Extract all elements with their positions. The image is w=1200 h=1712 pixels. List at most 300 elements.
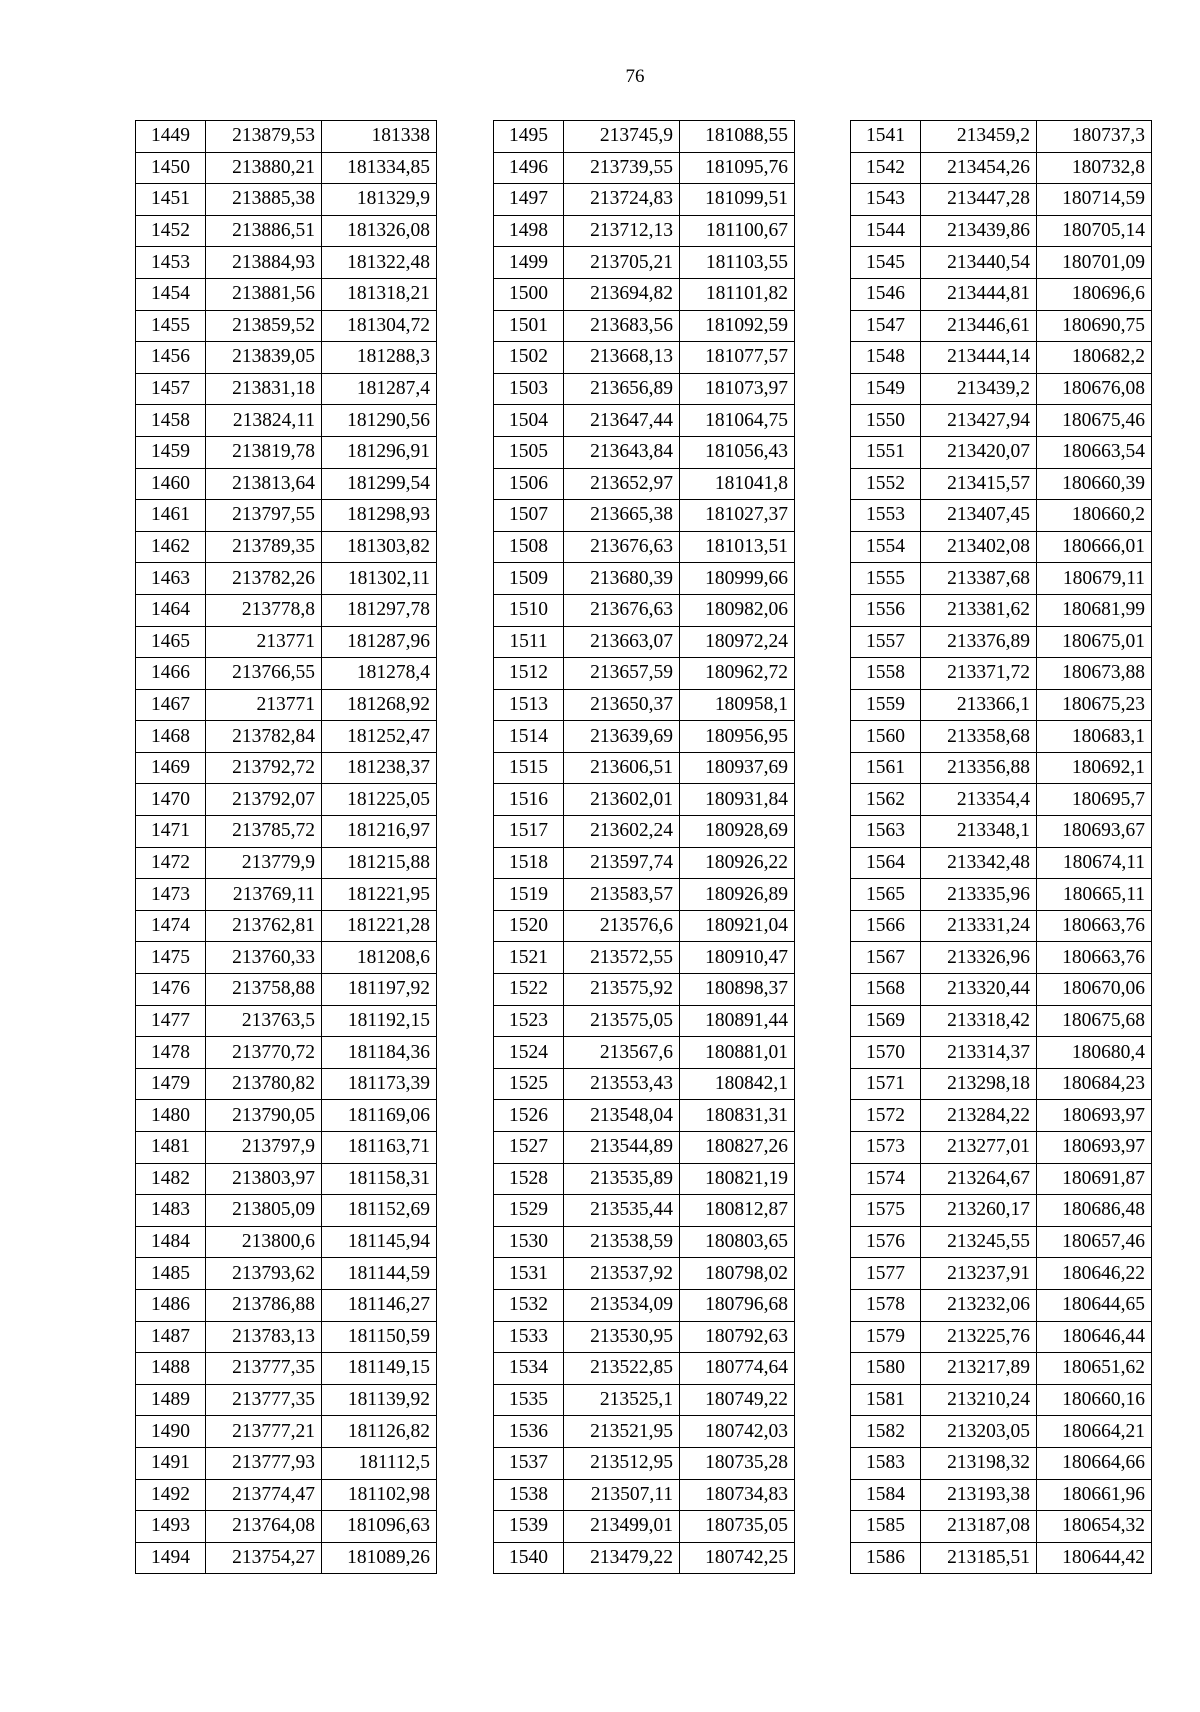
point-number-cell: 1481 — [136, 1132, 206, 1164]
point-number-cell: 1576 — [851, 1226, 921, 1258]
point-number-cell: 1462 — [136, 531, 206, 563]
point-number-cell: 1470 — [136, 784, 206, 816]
y-coordinate-cell: 181184,36 — [322, 1037, 437, 1069]
y-coordinate-cell: 180735,28 — [680, 1447, 795, 1479]
point-number-cell: 1564 — [851, 847, 921, 879]
table-row — [494, 847, 795, 879]
table-row — [494, 626, 795, 658]
y-coordinate-cell: 180956,95 — [680, 721, 795, 753]
y-coordinate-cell: 180651,62 — [1037, 1353, 1152, 1385]
point-number-cell: 1518 — [494, 847, 564, 879]
y-coordinate-cell: 180683,1 — [1037, 721, 1152, 753]
table-row — [851, 1289, 1152, 1321]
y-coordinate-cell: 180696,6 — [1037, 278, 1152, 310]
point-number-cell: 1538 — [494, 1479, 564, 1511]
table-row — [494, 658, 795, 690]
table-row — [851, 816, 1152, 848]
y-coordinate-cell: 180796,68 — [680, 1289, 795, 1321]
table-row — [136, 531, 437, 563]
table-row — [851, 1321, 1152, 1353]
table-row — [136, 1511, 437, 1543]
table-row — [851, 1100, 1152, 1132]
x-coordinate-cell: 213859,52 — [206, 310, 322, 342]
x-coordinate-cell: 213792,07 — [206, 784, 322, 816]
y-coordinate-cell: 181208,6 — [322, 942, 437, 974]
table-row — [494, 1068, 795, 1100]
table-row — [494, 1542, 795, 1574]
y-coordinate-cell: 181221,95 — [322, 879, 437, 911]
table-row — [494, 1100, 795, 1132]
table-row — [851, 121, 1152, 153]
point-number-cell: 1552 — [851, 468, 921, 500]
table-row — [851, 1447, 1152, 1479]
point-number-cell: 1566 — [851, 910, 921, 942]
y-coordinate-cell: 180812,87 — [680, 1195, 795, 1227]
y-coordinate-cell: 180926,22 — [680, 847, 795, 879]
x-coordinate-cell: 213647,44 — [564, 405, 680, 437]
point-number-cell: 1474 — [136, 910, 206, 942]
y-coordinate-cell: 180665,11 — [1037, 879, 1152, 911]
point-number-cell: 1527 — [494, 1132, 564, 1164]
table-row — [851, 1416, 1152, 1448]
point-number-cell: 1541 — [851, 121, 921, 153]
point-number-cell: 1451 — [136, 184, 206, 216]
y-coordinate-cell: 181221,28 — [322, 910, 437, 942]
y-coordinate-cell: 181096,63 — [322, 1511, 437, 1543]
table-row — [136, 215, 437, 247]
point-number-cell: 1579 — [851, 1321, 921, 1353]
table-row — [494, 1195, 795, 1227]
y-coordinate-cell: 180674,11 — [1037, 847, 1152, 879]
point-number-cell: 1561 — [851, 752, 921, 784]
point-number-cell: 1562 — [851, 784, 921, 816]
x-coordinate-cell: 213260,17 — [921, 1195, 1037, 1227]
table-row — [851, 1384, 1152, 1416]
x-coordinate-cell: 213760,33 — [206, 942, 322, 974]
table-row — [494, 1511, 795, 1543]
table-row — [136, 436, 437, 468]
point-number-cell: 1509 — [494, 563, 564, 595]
y-coordinate-cell: 180891,44 — [680, 1005, 795, 1037]
x-coordinate-cell: 213203,05 — [921, 1416, 1037, 1448]
x-coordinate-cell: 213705,21 — [564, 247, 680, 279]
y-coordinate-cell: 180695,7 — [1037, 784, 1152, 816]
y-coordinate-cell: 181145,94 — [322, 1226, 437, 1258]
point-number-cell: 1490 — [136, 1416, 206, 1448]
x-coordinate-cell: 213499,01 — [564, 1511, 680, 1543]
y-coordinate-cell: 180690,75 — [1037, 310, 1152, 342]
point-number-cell: 1573 — [851, 1132, 921, 1164]
point-number-cell: 1513 — [494, 689, 564, 721]
y-coordinate-cell: 180734,83 — [680, 1479, 795, 1511]
table-row — [494, 689, 795, 721]
table-row — [136, 752, 437, 784]
y-coordinate-cell: 181297,78 — [322, 594, 437, 626]
y-coordinate-cell: 181290,56 — [322, 405, 437, 437]
y-coordinate-cell: 181304,72 — [322, 310, 437, 342]
y-coordinate-cell: 180660,2 — [1037, 500, 1152, 532]
x-coordinate-cell: 213331,24 — [921, 910, 1037, 942]
x-coordinate-cell: 213583,57 — [564, 879, 680, 911]
y-coordinate-cell: 180664,66 — [1037, 1447, 1152, 1479]
x-coordinate-cell: 213745,9 — [564, 121, 680, 153]
point-number-cell: 1495 — [494, 121, 564, 153]
y-coordinate-cell: 180742,25 — [680, 1542, 795, 1574]
x-coordinate-cell: 213754,27 — [206, 1542, 322, 1574]
table-row — [136, 1384, 437, 1416]
point-number-cell: 1449 — [136, 121, 206, 153]
y-coordinate-cell: 181088,55 — [680, 121, 795, 153]
y-coordinate-cell: 180673,88 — [1037, 658, 1152, 690]
table-row — [136, 1037, 437, 1069]
y-coordinate-cell: 180675,23 — [1037, 689, 1152, 721]
x-coordinate-cell: 213786,88 — [206, 1289, 322, 1321]
y-coordinate-cell: 180898,37 — [680, 974, 795, 1006]
table-row — [851, 1353, 1152, 1385]
table-row — [851, 468, 1152, 500]
x-coordinate-cell: 213366,1 — [921, 689, 1037, 721]
x-coordinate-cell: 213427,94 — [921, 405, 1037, 437]
table-row — [494, 1037, 795, 1069]
x-coordinate-cell: 213538,59 — [564, 1226, 680, 1258]
x-coordinate-cell: 213597,74 — [564, 847, 680, 879]
table-row — [494, 184, 795, 216]
table-row — [494, 468, 795, 500]
x-coordinate-cell: 213805,09 — [206, 1195, 322, 1227]
table-row — [494, 405, 795, 437]
point-number-cell: 1507 — [494, 500, 564, 532]
table-row — [494, 1005, 795, 1037]
table-row — [851, 689, 1152, 721]
table-row — [494, 563, 795, 595]
y-coordinate-cell: 180742,03 — [680, 1416, 795, 1448]
point-number-cell: 1498 — [494, 215, 564, 247]
table-row — [494, 910, 795, 942]
table-row — [494, 1416, 795, 1448]
table-row — [494, 152, 795, 184]
point-number-cell: 1563 — [851, 816, 921, 848]
y-coordinate-cell: 180910,47 — [680, 942, 795, 974]
x-coordinate-cell: 213420,07 — [921, 436, 1037, 468]
x-coordinate-cell: 213824,11 — [206, 405, 322, 437]
table-row — [136, 1068, 437, 1100]
x-coordinate-cell: 213454,26 — [921, 152, 1037, 184]
x-coordinate-cell: 213770,72 — [206, 1037, 322, 1069]
table-row — [851, 405, 1152, 437]
x-coordinate-cell: 213885,38 — [206, 184, 322, 216]
point-number-cell: 1459 — [136, 436, 206, 468]
table-row — [494, 1258, 795, 1290]
y-coordinate-cell: 181112,5 — [322, 1447, 437, 1479]
point-number-cell: 1535 — [494, 1384, 564, 1416]
y-coordinate-cell: 180692,1 — [1037, 752, 1152, 784]
point-number-cell: 1570 — [851, 1037, 921, 1069]
table-row — [136, 974, 437, 1006]
x-coordinate-cell: 213185,51 — [921, 1542, 1037, 1574]
table-row — [494, 1132, 795, 1164]
point-number-cell: 1504 — [494, 405, 564, 437]
table-row — [136, 594, 437, 626]
point-number-cell: 1496 — [494, 152, 564, 184]
point-number-cell: 1533 — [494, 1321, 564, 1353]
y-coordinate-cell: 180686,48 — [1037, 1195, 1152, 1227]
point-number-cell: 1480 — [136, 1100, 206, 1132]
table-row — [851, 1258, 1152, 1290]
table-row — [851, 531, 1152, 563]
table-row — [494, 278, 795, 310]
x-coordinate-cell: 213782,84 — [206, 721, 322, 753]
x-coordinate-cell: 213575,05 — [564, 1005, 680, 1037]
point-number-cell: 1547 — [851, 310, 921, 342]
y-coordinate-cell: 180999,66 — [680, 563, 795, 595]
point-number-cell: 1482 — [136, 1163, 206, 1195]
y-coordinate-cell: 181268,92 — [322, 689, 437, 721]
x-coordinate-cell: 213210,24 — [921, 1384, 1037, 1416]
y-coordinate-cell: 180705,14 — [1037, 215, 1152, 247]
y-coordinate-cell: 180679,11 — [1037, 563, 1152, 595]
point-number-cell: 1582 — [851, 1416, 921, 1448]
point-number-cell: 1557 — [851, 626, 921, 658]
point-number-cell: 1539 — [494, 1511, 564, 1543]
point-number-cell: 1469 — [136, 752, 206, 784]
x-coordinate-cell: 213680,39 — [564, 563, 680, 595]
table-row — [851, 215, 1152, 247]
table-row — [494, 594, 795, 626]
point-number-cell: 1568 — [851, 974, 921, 1006]
y-coordinate-cell: 180657,46 — [1037, 1226, 1152, 1258]
x-coordinate-cell: 213663,07 — [564, 626, 680, 658]
table-row — [851, 752, 1152, 784]
table-row — [494, 752, 795, 784]
point-number-cell: 1483 — [136, 1195, 206, 1227]
y-coordinate-cell: 180982,06 — [680, 594, 795, 626]
y-coordinate-cell: 181139,92 — [322, 1384, 437, 1416]
x-coordinate-cell: 213668,13 — [564, 342, 680, 374]
point-number-cell: 1531 — [494, 1258, 564, 1290]
y-coordinate-cell: 181326,08 — [322, 215, 437, 247]
y-coordinate-cell: 181099,51 — [680, 184, 795, 216]
x-coordinate-cell: 213789,35 — [206, 531, 322, 563]
y-coordinate-cell: 180827,26 — [680, 1132, 795, 1164]
table-row — [136, 1005, 437, 1037]
x-coordinate-cell: 213777,35 — [206, 1353, 322, 1385]
table-row — [494, 1321, 795, 1353]
point-number-cell: 1475 — [136, 942, 206, 974]
x-coordinate-cell: 213762,81 — [206, 910, 322, 942]
table-row — [494, 1447, 795, 1479]
point-number-cell: 1520 — [494, 910, 564, 942]
point-number-cell: 1536 — [494, 1416, 564, 1448]
x-coordinate-cell: 213348,1 — [921, 816, 1037, 848]
point-number-cell: 1467 — [136, 689, 206, 721]
y-coordinate-cell: 181092,59 — [680, 310, 795, 342]
point-number-cell: 1542 — [851, 152, 921, 184]
y-coordinate-cell: 181150,59 — [322, 1321, 437, 1353]
point-number-cell: 1560 — [851, 721, 921, 753]
point-number-cell: 1522 — [494, 974, 564, 1006]
x-coordinate-cell: 213354,4 — [921, 784, 1037, 816]
y-coordinate-cell: 180926,89 — [680, 879, 795, 911]
y-coordinate-cell: 181278,4 — [322, 658, 437, 690]
x-coordinate-cell: 213320,44 — [921, 974, 1037, 1006]
point-number-cell: 1577 — [851, 1258, 921, 1290]
y-coordinate-cell: 181298,93 — [322, 500, 437, 532]
y-coordinate-cell: 180737,3 — [1037, 121, 1152, 153]
y-coordinate-cell: 181152,69 — [322, 1195, 437, 1227]
x-coordinate-cell: 213444,81 — [921, 278, 1037, 310]
point-number-cell: 1575 — [851, 1195, 921, 1227]
point-number-cell: 1456 — [136, 342, 206, 374]
table-row — [851, 1068, 1152, 1100]
y-coordinate-cell: 180774,64 — [680, 1353, 795, 1385]
table-row — [136, 1226, 437, 1258]
point-number-cell: 1465 — [136, 626, 206, 658]
table-row — [494, 784, 795, 816]
y-coordinate-cell: 180682,2 — [1037, 342, 1152, 374]
table-row — [851, 910, 1152, 942]
x-coordinate-cell: 213657,59 — [564, 658, 680, 690]
y-coordinate-cell: 180663,76 — [1037, 942, 1152, 974]
table-row — [851, 1132, 1152, 1164]
y-coordinate-cell: 181073,97 — [680, 373, 795, 405]
y-coordinate-cell: 180676,08 — [1037, 373, 1152, 405]
point-number-cell: 1477 — [136, 1005, 206, 1037]
x-coordinate-cell: 213769,11 — [206, 879, 322, 911]
table-row — [136, 152, 437, 184]
coordinate-table-2 — [493, 120, 795, 1574]
point-number-cell: 1526 — [494, 1100, 564, 1132]
point-number-cell: 1450 — [136, 152, 206, 184]
table-row — [136, 1195, 437, 1227]
point-number-cell: 1505 — [494, 436, 564, 468]
point-number-cell: 1491 — [136, 1447, 206, 1479]
x-coordinate-cell: 213656,89 — [564, 373, 680, 405]
point-number-cell: 1551 — [851, 436, 921, 468]
y-coordinate-cell: 180803,65 — [680, 1226, 795, 1258]
x-coordinate-cell: 213507,11 — [564, 1479, 680, 1511]
point-number-cell: 1528 — [494, 1163, 564, 1195]
x-coordinate-cell: 213530,95 — [564, 1321, 680, 1353]
y-coordinate-cell: 180663,76 — [1037, 910, 1152, 942]
y-coordinate-cell: 181095,76 — [680, 152, 795, 184]
x-coordinate-cell: 213553,43 — [564, 1068, 680, 1100]
table-row — [136, 910, 437, 942]
table-row — [851, 879, 1152, 911]
x-coordinate-cell: 213237,91 — [921, 1258, 1037, 1290]
x-coordinate-cell: 213758,88 — [206, 974, 322, 1006]
x-coordinate-cell: 213187,08 — [921, 1511, 1037, 1543]
point-number-cell: 1525 — [494, 1068, 564, 1100]
y-coordinate-cell: 180792,63 — [680, 1321, 795, 1353]
table-row — [136, 1447, 437, 1479]
table-row — [851, 247, 1152, 279]
x-coordinate-cell: 213602,24 — [564, 816, 680, 848]
table-row — [494, 1384, 795, 1416]
x-coordinate-cell: 213358,68 — [921, 721, 1037, 753]
point-number-cell: 1512 — [494, 658, 564, 690]
table-row — [494, 816, 795, 848]
x-coordinate-cell: 213440,54 — [921, 247, 1037, 279]
x-coordinate-cell: 213880,21 — [206, 152, 322, 184]
point-number-cell: 1553 — [851, 500, 921, 532]
table-row — [136, 310, 437, 342]
x-coordinate-cell: 213277,01 — [921, 1132, 1037, 1164]
point-number-cell: 1460 — [136, 468, 206, 500]
table-row — [851, 847, 1152, 879]
y-coordinate-cell: 180644,42 — [1037, 1542, 1152, 1574]
x-coordinate-cell: 213783,13 — [206, 1321, 322, 1353]
point-number-cell: 1511 — [494, 626, 564, 658]
y-coordinate-cell: 181302,11 — [322, 563, 437, 595]
table-row — [136, 816, 437, 848]
y-coordinate-cell: 180937,69 — [680, 752, 795, 784]
y-coordinate-cell: 180831,31 — [680, 1100, 795, 1132]
x-coordinate-cell: 213356,88 — [921, 752, 1037, 784]
x-coordinate-cell: 213782,26 — [206, 563, 322, 595]
y-coordinate-cell: 181158,31 — [322, 1163, 437, 1195]
point-number-cell: 1585 — [851, 1511, 921, 1543]
x-coordinate-cell: 213575,92 — [564, 974, 680, 1006]
point-number-cell: 1534 — [494, 1353, 564, 1385]
y-coordinate-cell: 180675,01 — [1037, 626, 1152, 658]
x-coordinate-cell: 213371,72 — [921, 658, 1037, 690]
table-row — [494, 215, 795, 247]
table-row — [851, 310, 1152, 342]
point-number-cell: 1580 — [851, 1353, 921, 1385]
y-coordinate-cell: 181334,85 — [322, 152, 437, 184]
point-number-cell: 1529 — [494, 1195, 564, 1227]
y-coordinate-cell: 180693,97 — [1037, 1132, 1152, 1164]
point-number-cell: 1567 — [851, 942, 921, 974]
x-coordinate-cell: 213446,61 — [921, 310, 1037, 342]
y-coordinate-cell: 181322,48 — [322, 247, 437, 279]
point-number-cell: 1493 — [136, 1511, 206, 1543]
table-row — [136, 563, 437, 595]
table-row — [136, 1258, 437, 1290]
y-coordinate-cell: 181197,92 — [322, 974, 437, 1006]
x-coordinate-cell: 213459,2 — [921, 121, 1037, 153]
y-coordinate-cell: 180693,97 — [1037, 1100, 1152, 1132]
point-number-cell: 1461 — [136, 500, 206, 532]
table-row — [136, 121, 437, 153]
x-coordinate-cell: 213606,51 — [564, 752, 680, 784]
x-coordinate-cell: 213803,97 — [206, 1163, 322, 1195]
point-number-cell: 1555 — [851, 563, 921, 595]
y-coordinate-cell: 180646,22 — [1037, 1258, 1152, 1290]
y-coordinate-cell: 181027,37 — [680, 500, 795, 532]
x-coordinate-cell: 213831,18 — [206, 373, 322, 405]
table-row — [851, 342, 1152, 374]
x-coordinate-cell: 213402,08 — [921, 531, 1037, 563]
table-row — [136, 373, 437, 405]
table-row — [136, 1353, 437, 1385]
point-number-cell: 1569 — [851, 1005, 921, 1037]
y-coordinate-cell: 180714,59 — [1037, 184, 1152, 216]
point-number-cell: 1500 — [494, 278, 564, 310]
point-number-cell: 1494 — [136, 1542, 206, 1574]
y-coordinate-cell: 180684,23 — [1037, 1068, 1152, 1100]
y-coordinate-cell: 180958,1 — [680, 689, 795, 721]
y-coordinate-cell: 181163,71 — [322, 1132, 437, 1164]
table-row — [851, 563, 1152, 595]
table-row — [136, 658, 437, 690]
x-coordinate-cell: 213479,22 — [564, 1542, 680, 1574]
y-coordinate-cell: 181169,06 — [322, 1100, 437, 1132]
x-coordinate-cell: 213193,38 — [921, 1479, 1037, 1511]
x-coordinate-cell: 213639,69 — [564, 721, 680, 753]
y-coordinate-cell: 180693,67 — [1037, 816, 1152, 848]
y-coordinate-cell: 180735,05 — [680, 1511, 795, 1543]
